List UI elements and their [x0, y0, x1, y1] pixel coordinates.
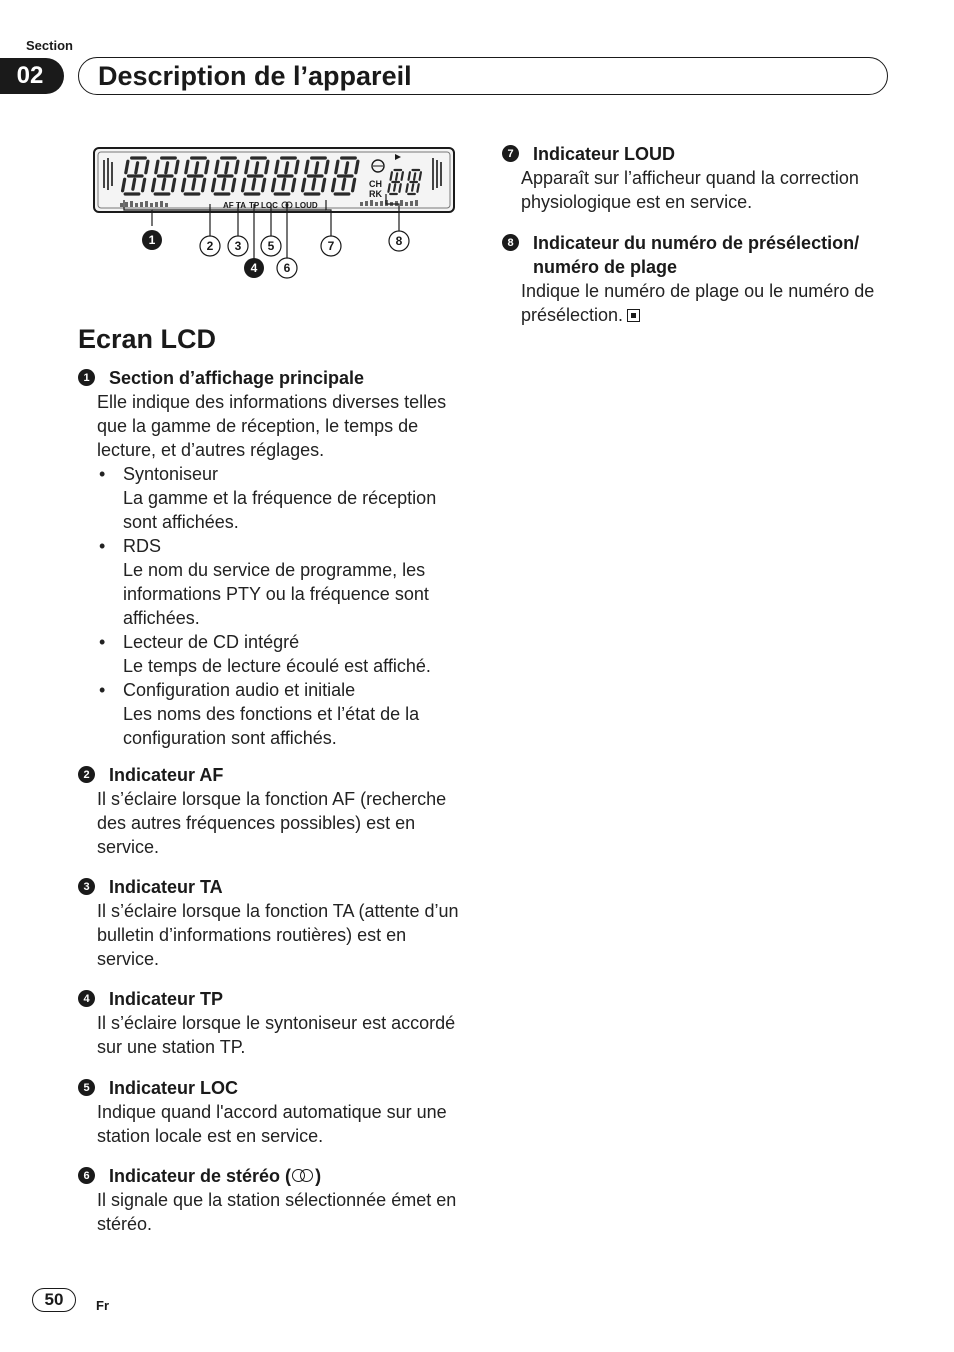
callout-4: 4: [250, 261, 258, 275]
segment: [123, 179, 125, 191]
segment: [313, 179, 315, 189]
segment: [399, 184, 400, 192]
segment: [143, 179, 145, 191]
segment: [346, 163, 348, 173]
level-bar: [140, 202, 143, 207]
section-label: Section: [26, 38, 73, 53]
item-af: [78, 763, 468, 859]
segment: [253, 179, 255, 189]
item-title: Indicateur LOC: [109, 1078, 239, 1098]
segment: [296, 161, 298, 173]
segment: [226, 163, 228, 173]
segment: [396, 173, 397, 180]
end-mark-icon: [627, 309, 640, 322]
segment: [283, 179, 285, 189]
item-number: 3: [78, 878, 95, 895]
segment: [203, 179, 205, 191]
list-item: • Syntoniseur La gamme et la fréquence de réception sont affichées.: [97, 462, 468, 534]
segment: [206, 161, 208, 173]
segment: [420, 172, 421, 180]
segment: [273, 179, 275, 191]
segment: [156, 161, 158, 173]
segment: [406, 184, 407, 192]
lcd-svg: [88, 140, 468, 285]
segment: [353, 179, 355, 191]
ch-label: CH: [369, 179, 382, 189]
section-number-badge: 02: [0, 58, 64, 94]
rk-label: RK: [369, 189, 382, 199]
item-body: Il s’éclaire lorsque le syntoniseur est accordé sur une station TP.: [97, 1013, 456, 1057]
item-tp: [78, 987, 468, 1059]
segment: [126, 161, 128, 173]
segment: [196, 163, 198, 173]
item-body: Indique quand l'accord automatique sur une station locale est en service.: [97, 1102, 447, 1146]
segment: [163, 179, 165, 189]
segment: [316, 163, 318, 173]
loc-indicator: LOC: [261, 201, 278, 210]
callout-1: 1: [148, 233, 156, 247]
segment: [409, 172, 410, 180]
callout-2: 2: [206, 239, 214, 253]
segment: [402, 172, 403, 180]
item-number: 4: [78, 990, 95, 1007]
item-body: Il signale que la station sélectionnée émet en stéréo.: [97, 1190, 457, 1234]
item-title: Indicateur LOUD: [533, 144, 676, 164]
list-item: • Configuration audio et initiale Les noms des fonctions et l’état de la configuration sont affichés.: [97, 678, 468, 750]
segment: [236, 161, 238, 173]
callout-8: 8: [395, 234, 403, 248]
item-ta: [78, 875, 468, 971]
language-code: Fr: [96, 1298, 109, 1313]
segment: [153, 179, 155, 191]
item-body: Apparaît sur l’afficheur quand la correction physiologique est en service.: [521, 168, 859, 212]
item-number: 1: [78, 369, 95, 386]
page-number: 50: [32, 1288, 76, 1312]
segment: [306, 161, 308, 173]
bullet-list: [78, 462, 468, 750]
af-indicator: AF: [223, 201, 234, 210]
level-bar: [150, 203, 153, 207]
tp-indicator: TP: [249, 201, 260, 210]
callout-3: 3: [234, 239, 242, 253]
level-bar: [365, 201, 368, 206]
callout-markers: [142, 230, 409, 278]
segment: [256, 163, 258, 173]
level-bar: [415, 200, 418, 206]
level-bar: [375, 202, 378, 206]
item-loud: [502, 142, 892, 214]
segment: [183, 179, 185, 191]
segment: [193, 179, 195, 189]
segment: [133, 179, 135, 189]
callout-6: 6: [283, 261, 291, 275]
item-number: 5: [78, 1079, 95, 1096]
segment: [323, 179, 325, 191]
item-title: Indicateur AF: [109, 765, 224, 785]
item-stereo: [78, 1164, 468, 1236]
item-number: 6: [78, 1167, 95, 1184]
segment: [243, 179, 245, 191]
section-heading: Ecran LCD: [78, 324, 217, 354]
level-bar: [380, 201, 383, 206]
segment: [343, 179, 345, 189]
list-item: • RDS Le nom du service de programme, les informations PTY ou la fréquence sont affichées.: [97, 534, 468, 630]
segment: [412, 184, 413, 191]
item-loc: [78, 1076, 468, 1148]
item-title: Indicateur du numéro de présélection/ numéro de plage: [533, 233, 860, 277]
segment: [166, 163, 168, 173]
item-body: Il s’éclaire lorsque la fonction TA (attente d’un bulletin d’informations routières) est en service.: [97, 901, 459, 969]
level-bar: [120, 203, 123, 207]
lcd-diagram: [88, 140, 468, 285]
item-number: 2: [78, 766, 95, 783]
segment: [336, 161, 338, 173]
right-level-bars: [432, 158, 442, 190]
level-bar: [135, 203, 138, 207]
item-main-display: [78, 366, 468, 750]
item-title: Section d’affichage principale: [109, 368, 365, 388]
segment: [263, 179, 265, 191]
item-body: Indique le numéro de plage ou le numéro de présélection.: [521, 281, 875, 325]
level-bar: [360, 202, 363, 206]
segment: [388, 184, 389, 192]
segment: [223, 179, 225, 189]
level-bar: [405, 202, 408, 206]
segment: [326, 161, 328, 173]
segment: [276, 161, 278, 173]
segment: [216, 161, 218, 173]
item-title: Indicateur TP: [109, 989, 224, 1009]
segment: [173, 179, 175, 191]
ta-indicator: TA: [236, 201, 247, 210]
item-preset-number: [502, 231, 892, 327]
segment: [303, 179, 305, 191]
segment: [293, 179, 295, 191]
stereo-icon: [292, 1169, 314, 1183]
segment: [213, 179, 215, 191]
item-title: Indicateur TA: [109, 877, 223, 897]
loud-indicator: LOUD: [295, 201, 318, 210]
level-bar: [410, 201, 413, 206]
item-body: Il s’éclaire lorsque la fonction AF (recherche des autres fréquences possibles) est en service.: [97, 789, 447, 857]
segment: [394, 184, 395, 191]
item-body: Elle indique des informations diverses telles que la gamme de réception, le temps de lecture, et d’autres réglages.: [97, 392, 447, 460]
level-bar: [165, 203, 168, 207]
segment: [391, 172, 392, 180]
segment: [414, 173, 415, 180]
segment: [417, 184, 418, 192]
callout-7: 7: [327, 239, 335, 253]
segment: [176, 161, 178, 173]
list-item: • Lecteur de CD intégré Le temps de lecture écoulé est affiché.: [97, 630, 468, 678]
level-bar: [370, 200, 373, 206]
segment: [246, 161, 248, 173]
level-bar: [160, 201, 163, 207]
segment: [356, 161, 358, 173]
item-number: 7: [502, 145, 519, 162]
segment: [146, 161, 148, 173]
segment: [136, 163, 138, 173]
segment: [233, 179, 235, 191]
page-title: Description de l’appareil: [98, 61, 412, 91]
level-bar: [155, 202, 158, 207]
level-bar: [130, 201, 133, 207]
segment: [333, 179, 335, 191]
item-number: 8: [502, 234, 519, 251]
left-level-bars: [103, 158, 113, 190]
level-bar: [145, 201, 148, 207]
level-bar: [400, 200, 403, 206]
segment: [266, 161, 268, 173]
item-title: Indicateur de stéréo ( ): [109, 1166, 322, 1186]
level-bar: [125, 202, 128, 207]
segment: [186, 161, 188, 173]
callout-5: 5: [267, 239, 275, 253]
segment: [286, 163, 288, 173]
